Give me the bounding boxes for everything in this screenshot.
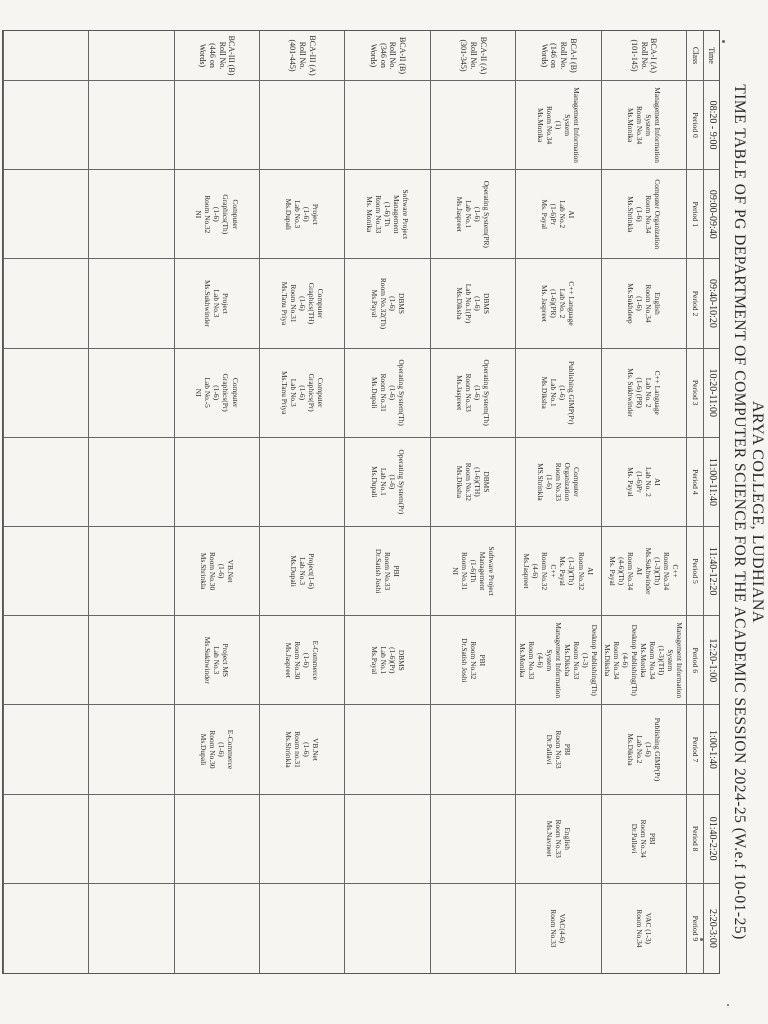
timetable-cell: Project Lab No.3 Ms.Sukhwinder	[174, 259, 259, 348]
period-label: Period 8	[686, 795, 703, 884]
timetable-cell: Project MS Lab No.3 Ms.Sukhwinder	[174, 616, 259, 705]
time-slot: 10:20-11:00	[703, 349, 719, 438]
timetable-cell	[88, 616, 173, 705]
timetable-cell	[88, 170, 173, 259]
timetable-cell: Publishing GIMP(Pr) (1-6) Lab No.1 Ms.Diksha	[515, 349, 600, 438]
class-label: BCA-I (B) Roll No. (146 on Words)	[515, 31, 600, 81]
timetable-cell: Computer Graphics(Pr) (1-6) Lab No.-5 NI	[174, 349, 259, 438]
timetable-cell: AI Room No.32 (1-3)(Th) Ms. Payal C++ Room No.32 (4-6) Ms.Jaspreet	[515, 527, 600, 616]
timetable-cell: DBMS (1-6) Lab No.1(Pr) Ms.Diksha	[430, 259, 515, 348]
timetable-cell: AI Lab No. 2 (1-6)Pr Ms. Payal	[601, 438, 686, 527]
timetable-cell	[3, 616, 88, 705]
timetable-cell: DBMS (1-6)(Pr) Lab No.1 Ms.Payal	[345, 616, 430, 705]
timetable-cell	[345, 81, 430, 170]
timetable-grid	[2, 30, 720, 974]
timetable-cell: VAC(4-6) Room No.33	[515, 884, 600, 973]
timetable-cell: C++ Language Lab No. 2 (1-6) (PR) Ms. Sukhwinder	[601, 349, 686, 438]
class-label: BCA-II (A) Roll No. (301-345)	[430, 31, 515, 81]
timetable-cell	[174, 884, 259, 973]
timetable-cell	[259, 438, 344, 527]
timetable-cell: Management Information System (1) Room No.34 Ms.Monika	[515, 81, 600, 170]
timetable-cell: Project(1-6) Lab No.3 Ms.Dupali	[259, 527, 344, 616]
timetable-cell	[174, 81, 259, 170]
timetable-cell	[259, 884, 344, 973]
class-label: BCA-II (B) Roll No. (346 on Words)	[345, 31, 430, 81]
timetable-cell: Computer Graphics(Pr) (1-6) Lab No.3 Ms.Tanu Priya	[259, 349, 344, 438]
period-label: Period 2	[686, 259, 703, 348]
period-label: Period 0	[686, 81, 703, 170]
period-label: Period 3	[686, 349, 703, 438]
period-label: Period 9	[686, 884, 703, 973]
timetable-cell: Operating System(PR) (1-6) Lab No.1 Ms.Jaspreet	[430, 170, 515, 259]
timetable-cell: Management Information System (1-3)(TH) Room No.34 Ms.Monika Desktop Publishing(Th) (4-6) Room No.34 Ms.Diksha	[601, 616, 686, 705]
timetable-cell: English Room No.33 Ms.Navneet	[515, 795, 600, 884]
time-slot: 11:40-12:20	[703, 527, 719, 616]
period-label: Period 5	[686, 527, 703, 616]
timetable-cell	[3, 170, 88, 259]
timetable-cell	[88, 259, 173, 348]
time-slot: 11:00-11:40	[703, 438, 719, 527]
timetable-cell	[3, 795, 88, 884]
timetable-cell	[88, 884, 173, 973]
timetable-cell: VAC (1-3) Room No.34	[601, 884, 686, 973]
timetable-cell: Operating System(Th) (1-6) Room No.31 Ms.Dupali	[345, 349, 430, 438]
timetable-cell	[345, 705, 430, 794]
timetable-cell	[3, 527, 88, 616]
class-label	[88, 31, 173, 81]
timetable-cell: PBI Room No.33 Dr.Pallavi	[515, 705, 600, 794]
timetable-cell	[88, 438, 173, 527]
timetable-cell	[88, 81, 173, 170]
timetable-cell: Software Project Management (1-6) Th Room No.33 Ms. Monika	[345, 170, 430, 259]
timetable-cell: Software Project Management (1-6)Th Room No.31 NI	[430, 527, 515, 616]
class-label	[3, 31, 88, 81]
timetable-cell	[430, 81, 515, 170]
college-name: ARYA COLLEGE, LUDHIANA	[749, 400, 766, 624]
timetable-cell	[3, 705, 88, 794]
paper-speck	[727, 1004, 729, 1006]
timetable-cell: Desktop Publishing(Th) (1-3) Room No.33 Ms.Diksha Management Information System (4-6) Room No.33 Ms.Monika	[515, 616, 600, 705]
timetable-cell: PBI Room No.33 Dr.Satish Joshi	[345, 527, 430, 616]
timetable-cell	[88, 527, 173, 616]
timetable-cell	[3, 81, 88, 170]
timetable-cell: Computer Organization Room No.34 (1-6) Ms.Shrinkla	[601, 170, 686, 259]
timetable-cell: PBI Room No.32 Dr.Satish Joshi	[430, 616, 515, 705]
period-label: Period 6	[686, 616, 703, 705]
time-slot: 1:00-1:40	[703, 705, 719, 794]
timetable-cell: Computer Graphics(Th) (1-6) Room No.32 NI	[174, 170, 259, 259]
timetable-cell: C++ Room No.34 (1-3)(Th) Ms.Sukhwinder AI Room No.34 (4-6)(Th) Ms. Payal	[601, 527, 686, 616]
paper-speck	[722, 40, 725, 43]
timetable-cell: E-Commerce (1-6) Room No.30 Ms.Jaspreet	[259, 616, 344, 705]
timetable-cell	[430, 795, 515, 884]
timetable-cell: Project (1-6) Lab No.3 Ms.Dupali	[259, 170, 344, 259]
time-slot: 09:40-10:20	[703, 259, 719, 348]
timetable-cell	[88, 795, 173, 884]
timetable-cell	[259, 795, 344, 884]
timetable-cell	[345, 795, 430, 884]
timetable-cell	[430, 705, 515, 794]
timetable-cell	[88, 349, 173, 438]
timetable-cell: Computer Graphics(TH) (1-6) Room No.31 Ms.Tanu Priya	[259, 259, 344, 348]
timetable-cell: E-Commerce (1-6) Room No.30 Ms.Dupali	[174, 705, 259, 794]
timetable-cell: Operating System(Pr) (1-6) Lab No.1 Ms.Dupali	[345, 438, 430, 527]
page-title: TIME TABLE OF PG DEPARTMENT OF COMPUTER SCIENCE FOR THE ACADEMIC SESSION 2024-25 (W.e.f 10-01-25)	[731, 84, 748, 940]
timetable-cell: PBI Room No.34 Dr.Pallavi	[601, 795, 686, 884]
timetable-cell: VB.Net (1-6) Room no.31 Ms.Shrinkla	[259, 705, 344, 794]
paper-speck	[700, 938, 703, 941]
timetable-cell: VB.Net (1-6) Room No.30 Ms.Shrinkla	[174, 527, 259, 616]
class-header: Class	[686, 31, 703, 81]
time-slot: 12:20-1:00	[703, 616, 719, 705]
class-label: BCA-III (A) Roll No. (401-445)	[259, 31, 344, 81]
class-label: BCA-III (B) Roll No. (446 on Words)	[174, 31, 259, 81]
time-header: Time	[703, 31, 719, 81]
timetable-cell	[259, 81, 344, 170]
timetable-cell: DBMS (1-6) Room No.32(Th) Ms.Payal	[345, 259, 430, 348]
class-label: BCA-I (A) Roll No. (101-145)	[601, 31, 686, 81]
timetable-cell: Management Information System Room No.34 Ms.Monika	[601, 81, 686, 170]
timetable-cell: English Room No.34 (1-6) Ms.Sukhdeep	[601, 259, 686, 348]
timetable-cell	[174, 438, 259, 527]
timetable-cell: Publishing GIMP(Pr) (1-6) Lab No.2 Ms.Diksha	[601, 705, 686, 794]
time-slot: 2:20-3:00	[703, 884, 719, 973]
timetable-cell: AI Lab No.2 (1-6)Pr Ms. Payal	[515, 170, 600, 259]
timetable-cell: DBMS (1-6)(TH) Room No.32 Ms.Diksha	[430, 438, 515, 527]
timetable-cell	[3, 884, 88, 973]
timetable-cell: Computer Organization Room No.33 (1-6) MS.Shrinkla	[515, 438, 600, 527]
time-slot: 09:00-09:40	[703, 170, 719, 259]
timetable-cell	[345, 884, 430, 973]
timetable-cell: C++ Language Lab No. 2 (1-6)(PR) Ms. Jaspreet	[515, 259, 600, 348]
timetable-cell	[3, 438, 88, 527]
timetable-cell: Operating System(Th) (1-6) Room No.33 Ms.Jaspreet	[430, 349, 515, 438]
period-label: Period 1	[686, 170, 703, 259]
timetable-cell	[88, 705, 173, 794]
time-slot: 08:20 - 9:00	[703, 81, 719, 170]
timetable-cell	[3, 349, 88, 438]
timetable-cell	[430, 884, 515, 973]
time-slot: 01:40-2:20	[703, 795, 719, 884]
timetable-cell	[174, 795, 259, 884]
period-label: Period 7	[686, 705, 703, 794]
timetable-cell	[3, 259, 88, 348]
period-label: Period 4	[686, 438, 703, 527]
